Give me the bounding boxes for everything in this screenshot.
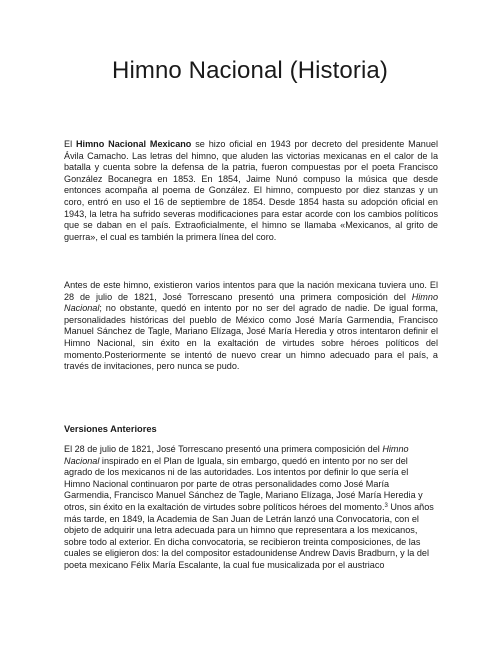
paragraph-intro [64,139,438,243]
paragraph-versions [64,444,436,572]
paragraph-attempts-italic: Himno Nacional [64,291,438,314]
paragraph-versions-mid: inspirado en el Plan de Iguala, sin embargo, quedó en intento por no ser del agrado de los mexicanos ni de las autoridades. Los intentos por definir lo que sería el Himno Nacional continuaron por parte de otras personalidades como José María Garmendia, Francisco Manuel Sánchez de Tagle, Mariano Elízaga, José María Heredia y otros, sin éxito en la exaltación de virtudes sobre políticos héroes del momento. [64,455,423,512]
paragraph-attempts-pre: Antes de este himno, existieron varios intentos para que la nación mexicana tuviera uno. El 28 de julio de 1821, José Torrescano presentó una primera composición del [64,280,438,302]
paragraph-attempts [64,280,438,373]
paragraph-versions-post: Unos años más tarde, en 1849, la Academia de San Juan de Letrán lanzó una Convocatoria, con el objeto de adquirir una letra adecuada para un himno que representara a los mexicanos, sobre todo al exterior. En dicha convocatoria, se recibieron treinta composiciones, de las cuales se eligieron dos: la del compositor estadounidense Andrew Davis Bradburn, y la del poeta mexicano Félix María Escalante, la cual fue musicalizada por el austriaco [64,501,434,570]
paragraph-attempts-post: ; no obstante, quedó en intento por no ser del agrado de nadie. De igual forma, personalidades históricas del pueblo de México como José María Garmendia, Francisco Manuel Sánchez de Tagle, Mariano Elízaga, José María Heredia y otros intentaron definir el Himno Nacional, sin éxito en la exaltación de virtudes sobre héroes políticos del momento.Posteriormente se intentó de nuevo crear un himno adecuado para el país, a través de invitaciones, pero nunca se pudo. [64,303,438,372]
paragraph-intro-bold: Himno Nacional Mexicano [75,139,192,149]
footnote-marker[interactable]: 3 [384,502,388,509]
paragraph-intro-post: se hizo oficial en 1943 por decreto del presidente Manuel Ávila Camacho. Las letras del himno, que aluden las victorias mexicanas en el calor de la batalla y cuenta sobre la defensa de la patria, fueron compuestas por el poeta Francisco González Bocanegra en 1853. En 1854, Jaime Nunó compuso la música que desde entonces acompaña al poema de González. El himno, compuesto por diez stanzas y un coro, entró en uso el 16 de septiembre de 1854. Desde 1854 hasta su adopción oficial en 1943, la letra ha sufrido severas modificaciones para estar acorde con los cambios políticos que se daban en el país. Extraoficialmente, el himno se llamaba «Mexicanos, al grito de guerra», el cual es también la primera línea del coro. [64,139,438,242]
page-title: Himno Nacional (Historia) [112,57,388,84]
paragraph-versions-pre: El 28 de julio de 1821, José Torrescano presentó una primera composición del [64,444,383,454]
paragraph-versions-italic: Himno Nacional [64,444,409,466]
paragraph-intro-pre: El [64,139,76,149]
section-heading: Versiones Anteriores [64,424,157,434]
